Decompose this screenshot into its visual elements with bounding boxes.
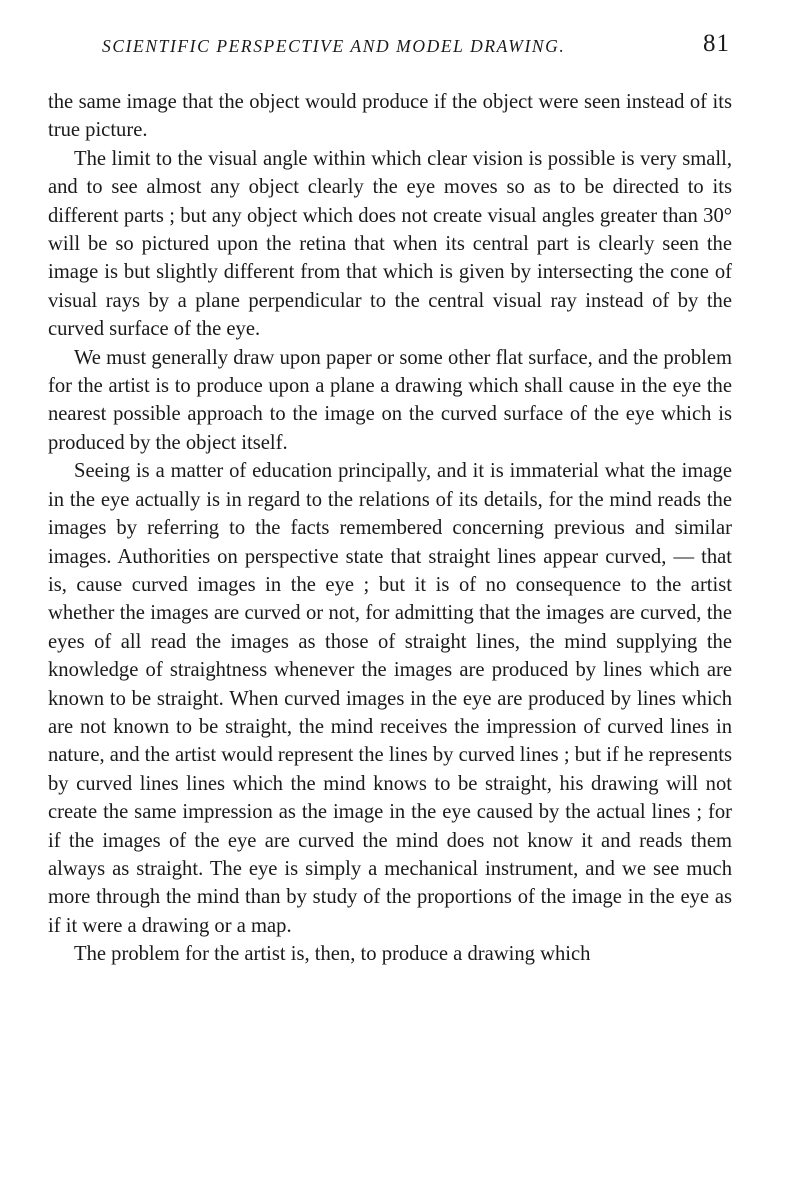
running-head: [48, 30, 732, 64]
body-text: [48, 88, 732, 969]
paragraph-visual-angle: The limit to the visual angle within which clear vision is possible is very small, and to see almost any object clearly the eye moves so as to be directed to its different parts ; but any object which does not create visual angles greater than 30° will be so pictured upon the retina that when its central part is clearly seen the image is but slightly different from that which is given by intersecting the cone of visual rays by a plane perpendicular to the central visual ray instead of by the curved surface of the eye.: [48, 147, 732, 341]
paragraph-flat-surface: We must generally draw upon paper or some other flat surface, and the problem for the artist is to produce upon a plane a drawing which shall cause in the eye the nearest possible approach to the image on the curved surface of the eye which is produced by the object itself.: [48, 346, 732, 454]
paragraph-continued: the same image that the object would produce if the object were seen instead of its true picture.: [48, 91, 732, 142]
running-title: SCIENTIFIC PERSPECTIVE AND MODEL DRAWING.: [102, 36, 566, 56]
page-number: 81: [703, 30, 730, 57]
paragraph-problem-for-artist: The problem for the artist is, then, to produce a drawing which: [74, 943, 591, 966]
paragraph-seeing-education: Seeing is a matter of education principally, and it is immaterial what the image in the eye actually is in regard to the relations of its details, for the mind reads the images by referring to the facts remembered concerning previous and similar images. Authorities on perspective state that straight lines appear curved, — that is, cause curved images in the eye ; but it is of no consequence to the artist whether the images are curved or not, for admitting that the images are curved, the eyes of all read the images as those of straight lines, the mind supplying the knowledge of straightness whenever the images are produced by lines which are known to be straight. When curved images in the eye are produced by lines which are not known to be straight, the mind receives the impression of curved lines in nature, and the artist would represent the lines by curved lines ; but if he represents by curved lines lines which the mind knows to be straight, his drawing will not create the same impression as the image in the eye caused by the actual lines ; for if the images of the eye are curved the mind does not know it and reads them always as straight. The eye is simply a mechanical instrument, and we see much more through the mind than by study of the proportions of the image in the eye as if it were a drawing or a map.: [48, 460, 732, 937]
book-page: [48, 30, 732, 969]
